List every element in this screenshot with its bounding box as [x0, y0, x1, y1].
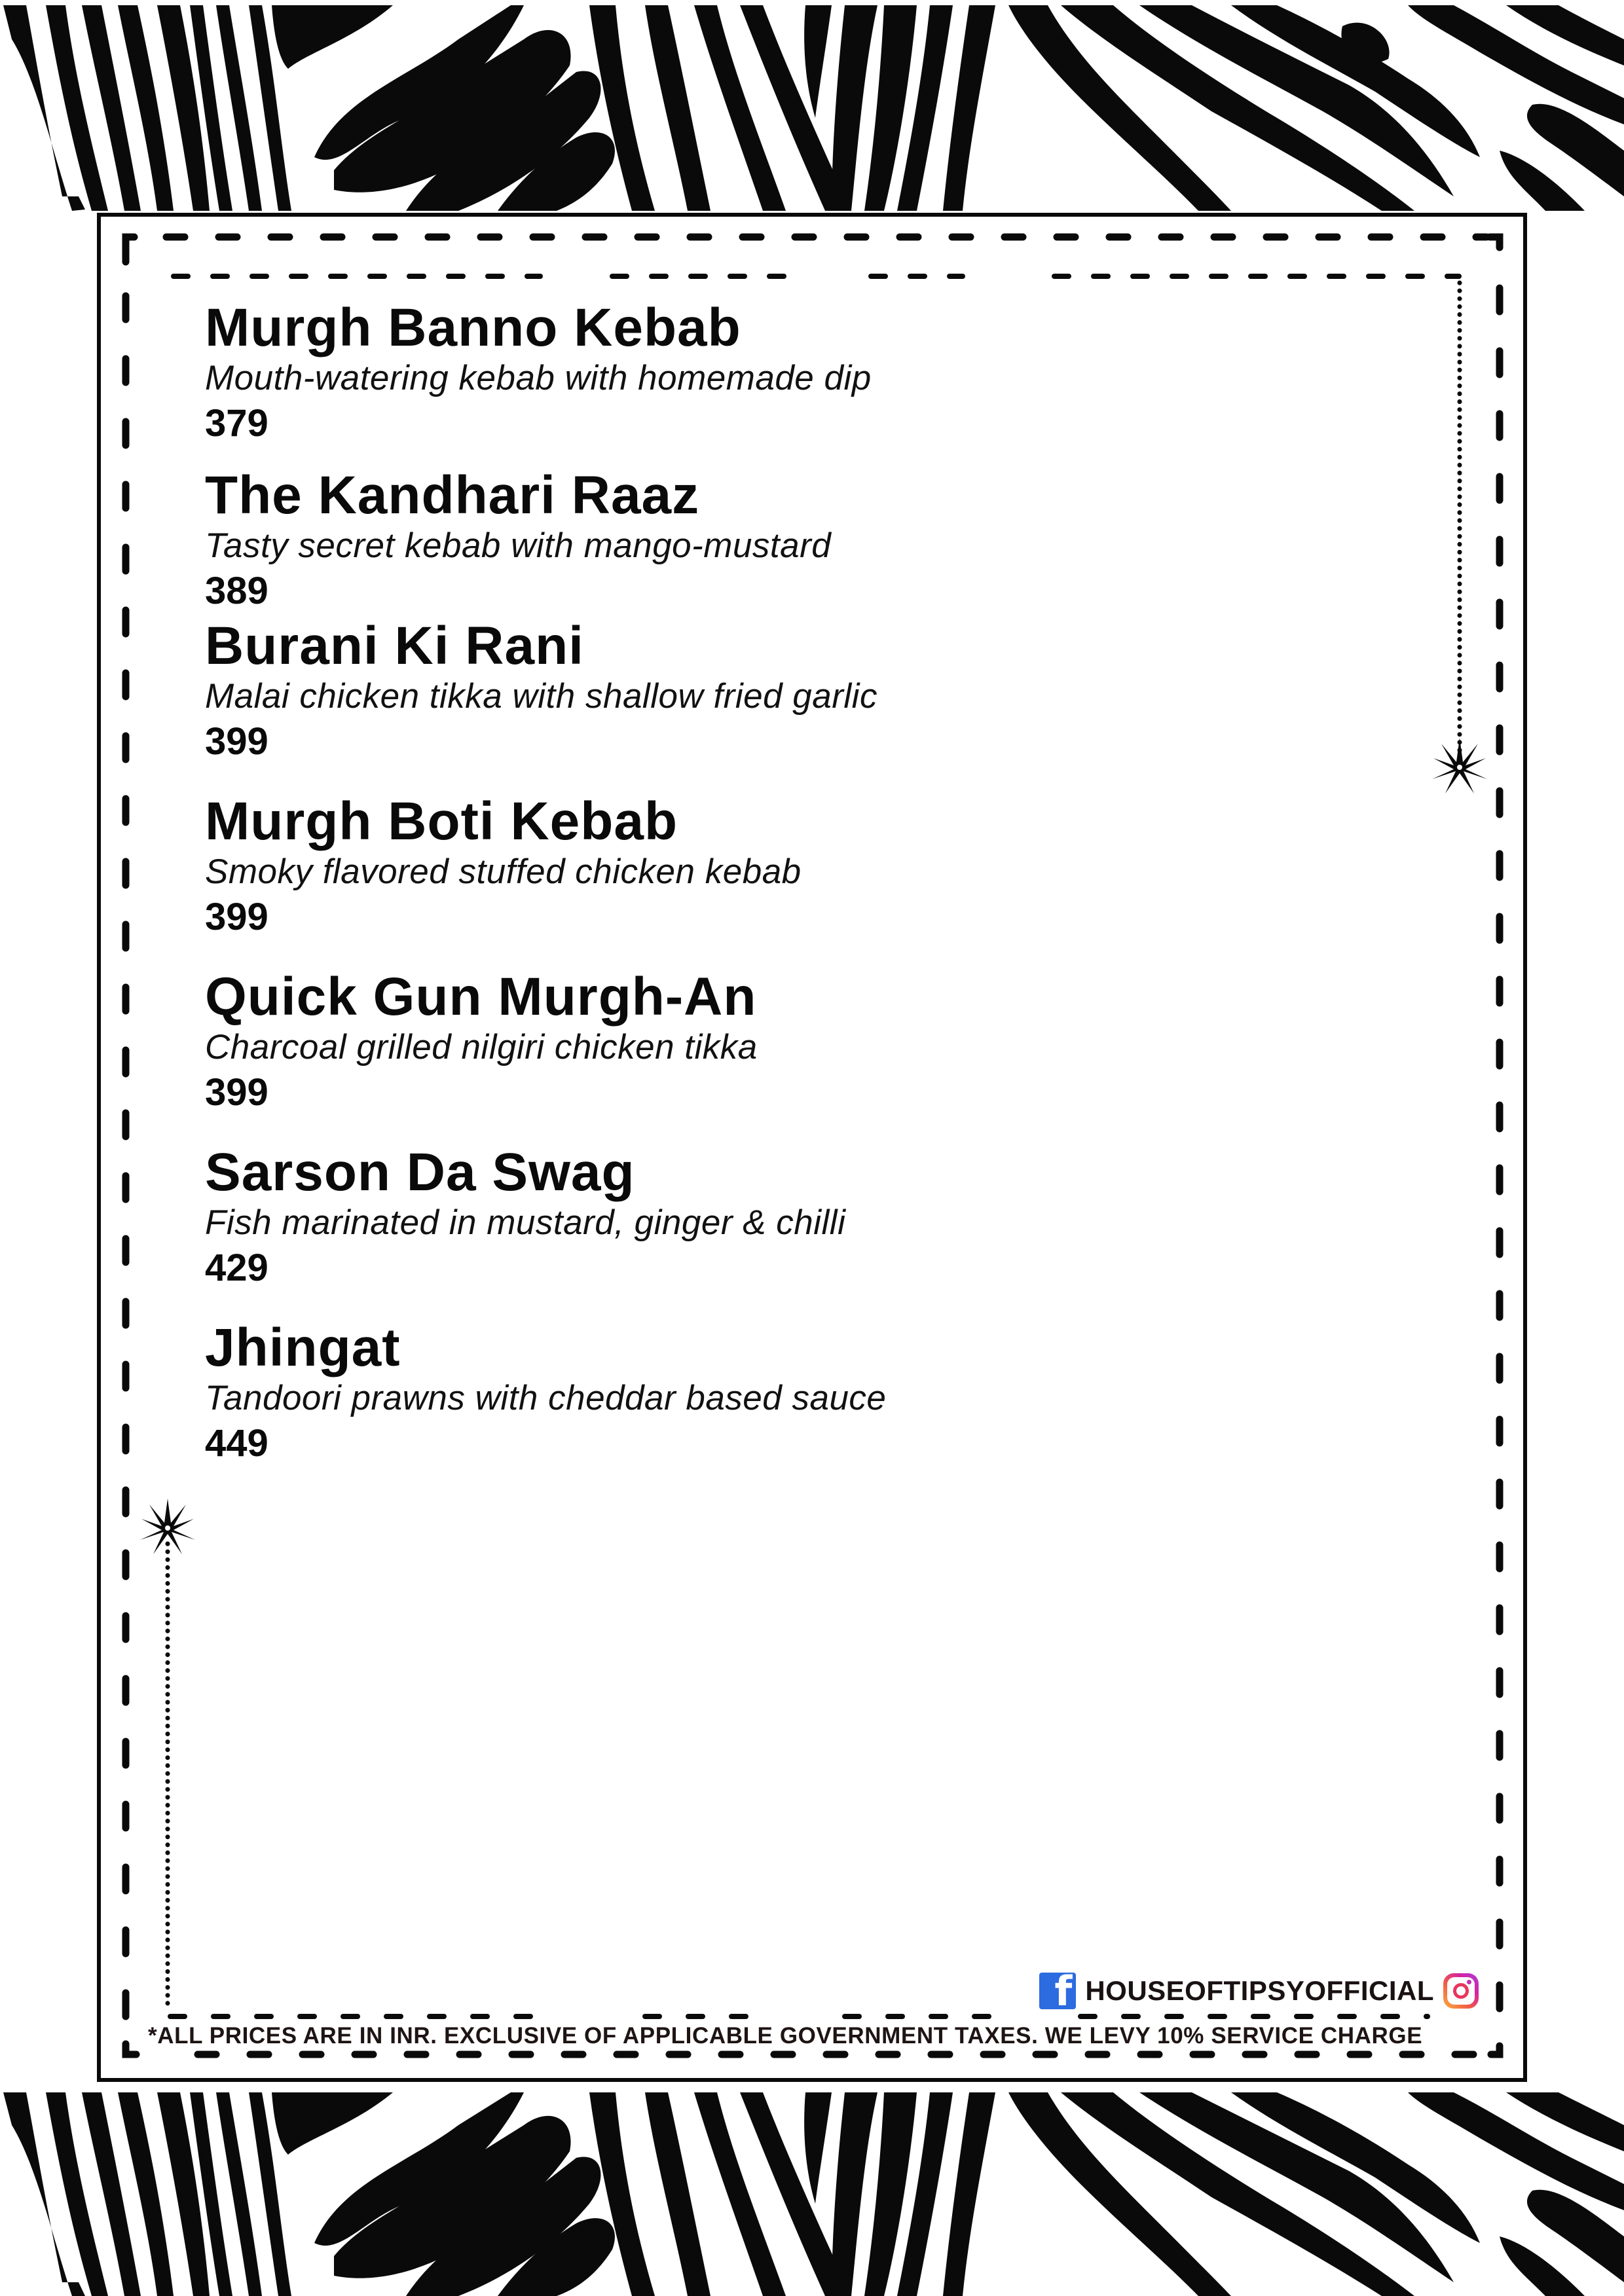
social-handle[interactable]: HOUSEOFTIPSYOFFICIAL	[1085, 1975, 1434, 2006]
item-price: 389	[205, 570, 268, 612]
facebook-icon[interactable]	[1039, 1967, 1076, 2015]
item-price: 399	[205, 1071, 268, 1114]
item-price: 399	[205, 720, 268, 763]
menu-item	[205, 1318, 1318, 1468]
menu-item	[205, 967, 1318, 1118]
item-name: Quick Gun Murgh-An	[205, 967, 757, 1027]
instagram-icon[interactable]	[1443, 1973, 1479, 2009]
item-name: Murgh Boti Kebab	[205, 792, 678, 851]
menu-item	[205, 465, 1318, 616]
menu-list	[205, 298, 1318, 1468]
menu-item	[205, 1142, 1318, 1293]
item-name: The Kandhari Raaz	[205, 465, 700, 525]
facebook-glyph: f	[1054, 1967, 1073, 2015]
item-description: Charcoal grilled nilgiri chicken tikka	[205, 1028, 758, 1066]
menu-item	[205, 792, 1318, 942]
zebra-pattern-top	[0, 0, 1624, 213]
item-description: Mouth-watering kebab with homemade dip	[205, 359, 872, 397]
item-name: Sarson Da Swag	[205, 1142, 635, 1202]
item-price: 399	[205, 896, 268, 938]
item-name: Murgh Banno Kebab	[205, 298, 741, 357]
item-description: Tasty secret kebab with mango-mustard	[205, 526, 832, 565]
item-price: 379	[205, 402, 268, 445]
item-price: 429	[205, 1247, 268, 1289]
zebra-stripes-bottom	[0, 2092, 1624, 2296]
menu-item	[205, 616, 1318, 767]
item-description: Smoky flavored stuffed chicken kebab	[205, 852, 802, 891]
price-disclaimer: *ALL PRICES ARE IN INR. EXCLUSIVE OF APPLICABLE GOVERNMENT TAXES. WE LEVY 10% SERVICE CHARGE	[148, 2023, 1423, 2049]
item-description: Malai chicken tikka with shallow fried garlic	[205, 677, 877, 716]
item-name: Burani Ki Rani	[205, 616, 584, 676]
menu-item	[205, 298, 1318, 448]
zebra-stripes-top	[0, 0, 1624, 213]
item-name: Jhingat	[205, 1318, 401, 1377]
social-handle-row	[1039, 1967, 1479, 2015]
item-description: Fish marinated in mustard, ginger & chilli	[205, 1203, 846, 1242]
item-price: 449	[205, 1422, 268, 1465]
zebra-pattern-bottom	[0, 2092, 1624, 2296]
item-description: Tandoori prawns with cheddar based sauce	[205, 1379, 887, 1417]
